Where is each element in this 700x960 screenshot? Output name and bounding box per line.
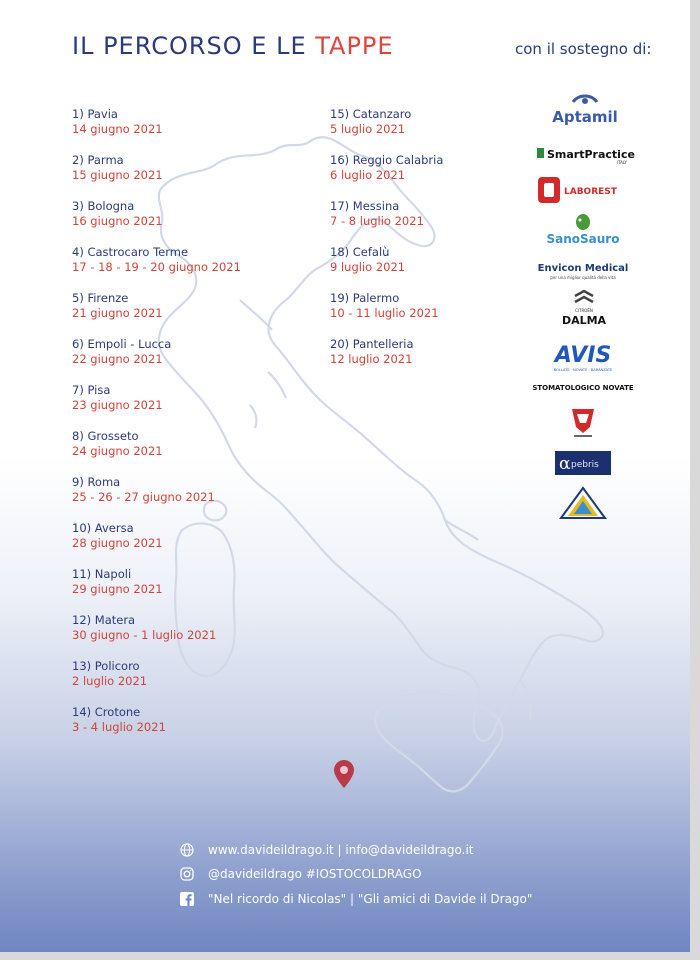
instagram-icon: [180, 867, 194, 881]
stop-date: 25 - 26 - 27 giugno 2021: [72, 490, 215, 504]
sponsor-logo-smartpractice: [535, 145, 635, 165]
sponsor-sub: BOLLATE · NOVATE · BARANZATE: [553, 368, 613, 372]
sponsor-name: SmartPractice: [547, 148, 635, 161]
stop-item: [72, 153, 332, 183]
title-main: IL PERCORSO E LE: [72, 32, 316, 60]
sponsor-sub: per una miglior qualità della vita: [550, 275, 616, 280]
stop-date: 22 giugno 2021: [72, 352, 163, 366]
stop-item: [72, 613, 332, 643]
stop-date: 5 luglio 2021: [330, 122, 406, 136]
stop-name: 14) Crotone: [72, 705, 141, 719]
stop-date: 23 giugno 2021: [72, 398, 163, 412]
stop-name: 8) Grosseto: [72, 429, 139, 443]
page-title: [72, 32, 394, 60]
stop-date: 30 giugno - 1 luglio 2021: [72, 628, 217, 642]
stop-item: [72, 291, 332, 321]
footer-instagram-row: [180, 867, 422, 881]
stop-name: 7) Pisa: [72, 383, 111, 397]
sponsor-logo-envicon: [533, 258, 633, 282]
stop-date: 28 giugno 2021: [72, 536, 163, 550]
stop-date: 14 giugno 2021: [72, 122, 163, 136]
sponsor-logo-pebris: [555, 451, 611, 475]
stop-name: 20) Pantelleria: [330, 337, 414, 351]
sponsor-logo-triangle: [558, 485, 608, 521]
facebook-icon: [180, 892, 194, 906]
stop-item: [72, 475, 332, 505]
stop-name: 4) Castrocaro Terme: [72, 245, 189, 259]
stop-date: 3 - 4 luglio 2021: [72, 720, 166, 734]
footer-facebook-row: [180, 892, 532, 906]
stop-item: [72, 705, 332, 735]
globe-icon: [180, 843, 194, 857]
footer-web-row: [180, 843, 474, 857]
stop-date: 16 giugno 2021: [72, 214, 163, 228]
stop-name: 3) Bologna: [72, 199, 135, 213]
stop-date: 7 - 8 luglio 2021: [330, 214, 424, 228]
stop-name: 11) Napoli: [72, 567, 132, 581]
stop-name: 12) Matera: [72, 613, 136, 627]
stop-name: 6) Empoli - Lucca: [72, 337, 172, 351]
stop-date: 15 giugno 2021: [72, 168, 163, 182]
stop-date: 9 luglio 2021: [330, 260, 406, 274]
stop-date: 10 - 11 luglio 2021: [330, 306, 439, 320]
svg-text:α: α: [559, 454, 571, 474]
sponsor-logo-avis: [545, 340, 621, 374]
stop-date: 21 giugno 2021: [72, 306, 163, 320]
stop-name: 16) Reggio Calabria: [330, 153, 444, 167]
sponsor-logo-stomatologico: [530, 380, 636, 396]
stop-name: 10) Aversa: [72, 521, 134, 535]
sponsor-name: LABOREST: [564, 187, 617, 197]
stop-name: 2) Parma: [72, 153, 124, 167]
stop-name: 15) Catanzaro: [330, 107, 412, 121]
sponsor-logo-red-emblem: [566, 405, 600, 441]
stop-item: [72, 521, 332, 551]
footer-instagram-text[interactable]: @davideildrago #IOSTOCOLDRAGO: [208, 867, 422, 881]
sponsor-name: STOMATOLOGICO NOVATE: [532, 384, 634, 392]
stop-name: 1) Pavia: [72, 107, 118, 121]
title-accent: TAPPE: [315, 32, 394, 60]
sponsor-name: DALMA: [561, 314, 607, 327]
stop-name: 9) Roma: [72, 475, 121, 489]
stop-item: [72, 383, 332, 413]
stop-name: 17) Messina: [330, 199, 400, 213]
sponsor-name: pebris: [571, 460, 599, 470]
sponsor-logo-laborest: [536, 175, 630, 205]
stop-name: 19) Palermo: [330, 291, 400, 305]
stop-date: 6 luglio 2021: [330, 168, 406, 182]
stop-item: [72, 659, 332, 689]
sponsor-name: Aptamil: [552, 108, 618, 126]
sponsor-heading: con il sostegno di:: [515, 40, 652, 58]
stop-item: [72, 199, 332, 229]
sponsor-logo-sanosauro: [545, 212, 621, 248]
stop-name: 18) Cefalù: [330, 245, 390, 259]
sponsor-name: AVIS: [554, 343, 612, 368]
stop-item: [330, 291, 590, 321]
stop-date: 2 luglio 2021: [72, 674, 148, 688]
sponsor-name: SanoSauro: [546, 232, 620, 246]
sponsor-logo-aptamil: [545, 92, 625, 132]
footer-facebook-text[interactable]: "Nel ricordo di Nicolas" | "Gli amici di Davide il Drago": [208, 892, 533, 906]
stop-date: 24 giugno 2021: [72, 444, 163, 458]
stop-item: [72, 567, 332, 597]
footer-web-text[interactable]: www.davideildrago.it | info@davideildrago.it: [208, 843, 474, 857]
stop-item: [72, 429, 332, 459]
stop-name: 5) Firenze: [72, 291, 129, 305]
stop-date: 12 luglio 2021: [330, 352, 413, 366]
stop-date: 17 - 18 - 19 - 20 giugno 2021: [72, 260, 241, 274]
location-pin-icon: [334, 760, 354, 790]
sponsor-logo-dalma: [555, 288, 613, 332]
stop-item: [72, 337, 332, 367]
stop-name: 13) Policoro: [72, 659, 140, 673]
sponsor-sub: ITALY: [616, 160, 627, 165]
sponsor-name: Envicon Medical: [537, 263, 629, 274]
stop-date: 29 giugno 2021: [72, 582, 163, 596]
stop-item: [72, 245, 332, 275]
stop-item: [72, 107, 332, 137]
sponsor-sub: CITROËN: [575, 308, 593, 313]
